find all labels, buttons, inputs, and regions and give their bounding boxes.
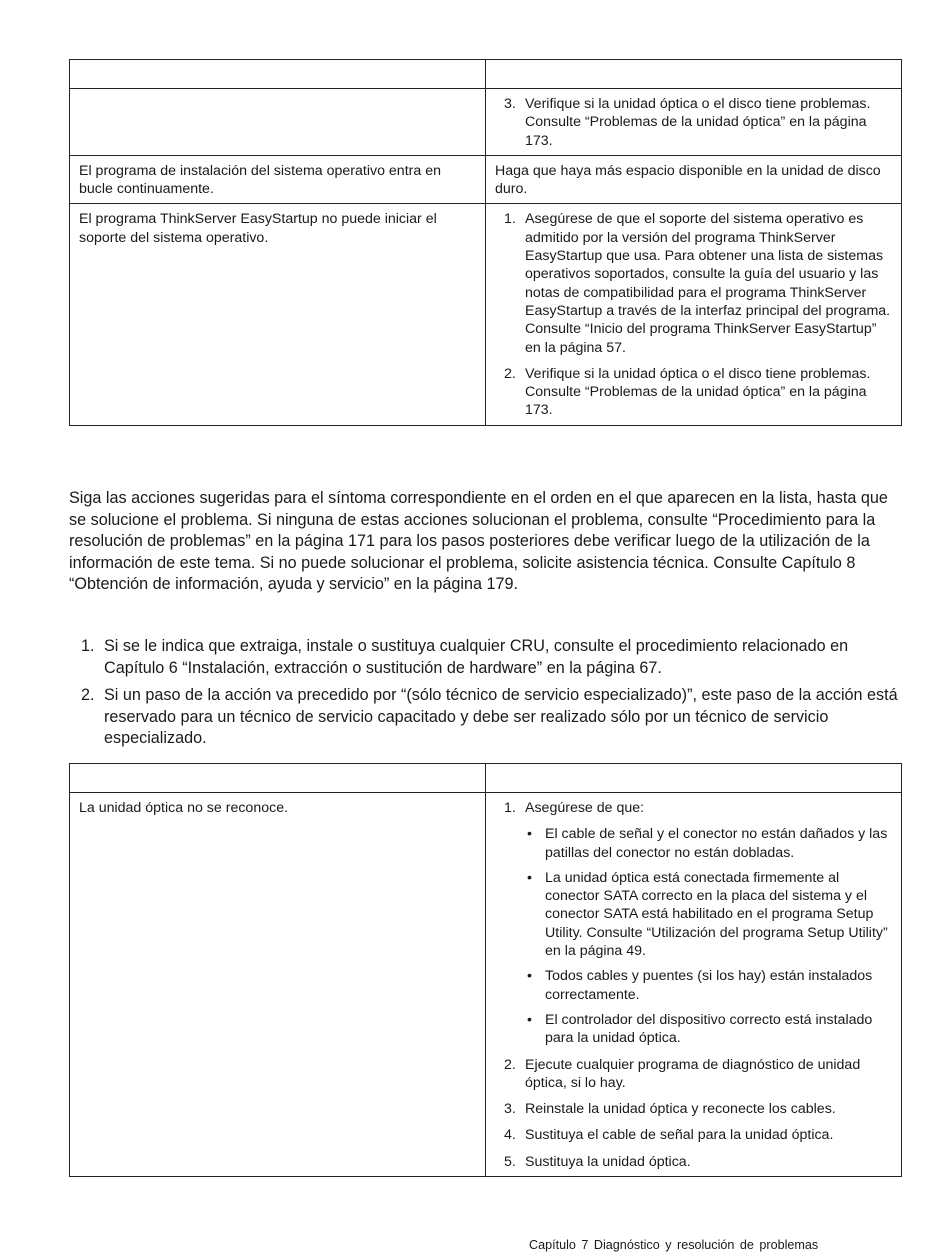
- check-item: [525, 1011, 893, 1048]
- action-step: [495, 365, 893, 420]
- symptom-cell: El programa de instalación del sistema operativo entra en bucle continuamente.: [70, 155, 486, 204]
- action-cell: [486, 204, 902, 425]
- symptom-cell: [70, 89, 486, 156]
- check-item: [525, 869, 893, 960]
- action-step: [495, 1100, 893, 1118]
- bullet-icon: •: [527, 1011, 532, 1028]
- action-step: [495, 799, 893, 1048]
- step-number: 1.: [504, 800, 516, 816]
- table-row: [70, 204, 902, 425]
- symptom-action-table-2: [69, 763, 902, 1177]
- action-step: [495, 1126, 893, 1144]
- step-text: Sustituya la unidad óptica.: [525, 1153, 691, 1170]
- check-item: [525, 825, 893, 862]
- action-list: [495, 210, 893, 419]
- page-footer: Capítulo 7 Diagnóstico y resolución de problemas: [529, 1238, 819, 1252]
- notes-section: [69, 636, 904, 756]
- step-text: Asegúrese de que el soporte del sistema operativo es admitido por la versión del programa ThinkServer EasyStartup que usa. Para obtener una lista de sistemas operativos soportados, consulte la guía del usuario y las notas de compatibilidad para el programa ThinkServer EasyStartup a través de la interfaz principal del programa. Consulte “Inicio del programa ThinkServer EasyStartup” en la página 57.: [525, 211, 891, 356]
- action-step: [495, 1056, 893, 1093]
- bullet-icon: •: [527, 826, 532, 843]
- intro-paragraph: Siga las acciones sugeridas para el síntoma correspondiente en el orden en el que aparecen en la lista, hasta que se solucione el problema. Si ninguna de estas acciones solucionan el problema, consulte “Procedimiento para la resolución de problemas” en la página 171 para los pasos posteriores debe verificar luego de la utilización de la información de este tema. Si no puede solucionar el problema, solicite asistencia técnica. Consulte Capítulo 8 “Obtención de información, ayuda y servicio” en la página 179.: [69, 489, 888, 593]
- note-text: Si se le indica que extraiga, instale o sustituya cualquier CRU, consulte el procedimiento relacionado en Capítulo 6 “Instalación, extracción o sustitución de hardware” en la página 67.: [104, 637, 849, 677]
- table-row: [70, 89, 902, 156]
- step-text: Verifique si la unidad óptica o el disco tiene problemas. Consulte “Problemas de la unidad óptica” en la página 173.: [525, 365, 871, 419]
- symptom-action-table-1: [69, 59, 902, 426]
- action-cell: [486, 793, 902, 1177]
- check-list: [525, 825, 893, 1047]
- symptom-header-cell: [70, 764, 486, 793]
- action-cell: Haga que haya más espacio disponible en la unidad de disco duro.: [486, 155, 902, 204]
- action-step: [495, 95, 893, 150]
- step-text: Asegúrese de que:: [525, 800, 645, 816]
- step-number: 3.: [504, 1101, 516, 1118]
- note-text: Si un paso de la acción va precedido por “(sólo técnico de servicio especializado)”, este paso de la acción está reservado para un técnico de servicio capacitado y debe ser realizado sólo por un técnico de servicio especializado.: [104, 686, 898, 747]
- step-text: Verifique si la unidad óptica o el disco tiene problemas. Consulte “Problemas de la unidad óptica” en la página 173.: [525, 96, 871, 149]
- action-list: [495, 799, 893, 1171]
- step-number: 5.: [504, 1153, 516, 1170]
- table-header-row: [70, 60, 902, 89]
- bullet-icon: •: [527, 968, 532, 985]
- step-text: Reinstale la unidad óptica y reconecte los cables.: [525, 1101, 836, 1118]
- step-number: 2.: [504, 365, 516, 382]
- action-header-cell: [486, 60, 902, 89]
- step-number: 4.: [504, 1127, 516, 1144]
- step-text: Ejecute cualquier programa de diagnóstico de unidad óptica, si lo hay.: [525, 1056, 861, 1091]
- notes-list: [69, 636, 904, 750]
- bullet-icon: •: [527, 869, 532, 886]
- symptom-cell: La unidad óptica no se reconoce.: [70, 793, 486, 1177]
- step-number: 2.: [504, 1056, 516, 1073]
- table-header-row: [70, 764, 902, 793]
- action-step: [495, 210, 893, 356]
- action-header-cell: [486, 764, 902, 793]
- table-row: [70, 155, 902, 204]
- table-row: [70, 793, 902, 1177]
- action-list: [495, 95, 893, 150]
- symptom-header-cell: [70, 60, 486, 89]
- step-number: 3.: [504, 96, 516, 112]
- action-step: [495, 1153, 893, 1171]
- check-text: El cable de señal y el conector no están dañados y las patillas del conector no están dobladas.: [545, 826, 888, 861]
- note-number: 2.: [81, 686, 95, 704]
- note-number: 1.: [81, 637, 95, 655]
- symptom-cell: El programa ThinkServer EasyStartup no puede iniciar el soporte del sistema operativo.: [70, 204, 486, 425]
- check-text: El controlador del dispositivo correcto está instalado para la unidad óptica.: [545, 1011, 873, 1047]
- check-text: Todos cables y puentes (si los hay) están instalados correctamente.: [545, 968, 873, 1003]
- note-item: [69, 636, 904, 679]
- step-number: 1.: [504, 211, 516, 228]
- note-item: [69, 685, 904, 750]
- check-text: La unidad óptica está conectada firmemente al conector SATA correcto en la placa del sistema y el conector SATA está habilitado en el programa Setup Utility. Consulte “Utilización del programa Setup Utility” en la página 49.: [545, 869, 888, 960]
- action-cell: [486, 89, 902, 156]
- check-item: [525, 967, 893, 1004]
- step-text: Sustituya el cable de señal para la unidad óptica.: [525, 1127, 834, 1144]
